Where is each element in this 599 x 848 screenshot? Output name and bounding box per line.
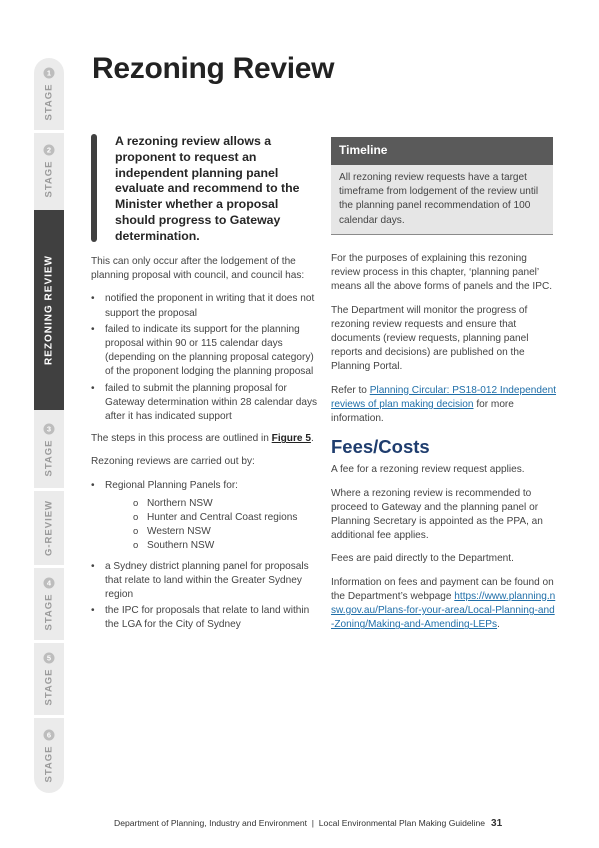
tab-rezoning-review[interactable]: [34, 210, 64, 410]
stage-number-badge: 6: [44, 729, 55, 740]
tab-stage-1[interactable]: [34, 58, 64, 130]
list-item: o Western NSW: [133, 525, 319, 539]
paragraph: For the purposes of explaining this rezoning review process in this chapter, ‘planning panel’ means all the above forms of panels and the IPC.: [331, 253, 553, 293]
paragraph: [331, 576, 557, 633]
callout-accent-bar: [91, 134, 97, 242]
paragraph: The Department will monitor the progress of rezoning review requests and ensure that documents (review requests, planning panel reports and decisions) are published on the Planning Portal.: [331, 304, 529, 373]
page-footer: [114, 818, 502, 829]
tab-g-review[interactable]: [34, 491, 64, 565]
tab-label: STAGE: [43, 668, 55, 706]
fees-info-text: Information on fees and payment can be found on the Department’s webpage: [331, 576, 554, 602]
steps-paragraph: [91, 432, 319, 446]
regions-list: [133, 497, 319, 554]
tab-label: REZONING REVIEW: [43, 254, 55, 366]
tab-label: G-REVIEW: [43, 499, 55, 557]
tab-stage-6[interactable]: [34, 718, 64, 793]
intro-paragraph: This can only occur after the lodgement of the planning proposal with council, and council has:: [91, 256, 305, 282]
list-item: • the IPC for proposals that relate to land within the LGA for the City of Sydney: [91, 604, 319, 632]
list-item: • failed to submit the planning proposal for Gateway determination within 28 calendar days after it has indicated support: [91, 382, 319, 425]
stage-number-badge: 3: [44, 423, 55, 434]
callout-text: A rezoning review allows a proponent to request an independent planning panel evaluate and recommend to the Minister whether a proposal should progress to Gateway determination.: [115, 134, 300, 243]
timeline-heading: Timeline: [331, 137, 553, 165]
list-item: o Southern NSW: [133, 539, 319, 553]
tab-label: STAGE: [43, 593, 55, 631]
list-item: o Hunter and Central Coast regions: [133, 511, 319, 525]
tab-label: STAGE: [43, 83, 55, 121]
list-item: o Northern NSW: [133, 497, 319, 511]
fees-info-period: .: [497, 619, 500, 631]
list-item: • failed to indicate its support for the planning proposal within 90 or 115 calendar days (depending on the planning proposal category) of the proponent lodging the planning proposal: [91, 323, 319, 380]
list-item: • a Sydney district planning panel for proposals that relate to land within the Greater Sydney region: [91, 560, 319, 603]
stage-number-badge: 1: [44, 67, 55, 78]
tab-label: STAGE: [43, 744, 55, 783]
regional-panels-label: Regional Planning Panels for:: [105, 479, 238, 491]
list-item: • notified the proponent in writing that it does not support the proposal: [91, 292, 319, 320]
paragraph: Fees are paid directly to the Department.: [331, 553, 514, 565]
page-title: Rezoning Review: [92, 52, 335, 85]
list-item: [91, 479, 319, 554]
conditions-list: [91, 292, 319, 424]
paragraph: Where a rezoning review is recommended to proceed to Gateway and the planning panel or Planning Secretary is appointed as the PPA, an additional fee applies.: [331, 487, 543, 542]
department-webpage-link[interactable]: https://www.planning.nsw.gov.au/Plans-for-your-area/Local-Planning-and-Zoning/Making-and-Amending-LEPs: [331, 590, 556, 631]
planning-circular-link[interactable]: Planning Circular: PS18-012 Independent reviews of plan making decision: [331, 384, 557, 410]
stage-number-badge: 4: [44, 577, 55, 588]
left-column: [91, 255, 319, 641]
timeline-box: [331, 137, 553, 235]
steps-text: The steps in this process are outlined in: [91, 433, 269, 445]
footer-text: Department of Planning, Industry and Environment | Local Environmental Plan Making Guideline: [114, 818, 486, 828]
paragraph: [331, 384, 557, 427]
figure-5-link[interactable]: Figure 5: [271, 433, 311, 445]
tab-stage-3[interactable]: [34, 412, 64, 488]
carried-out-paragraph: Rezoning reviews are carried out by:: [91, 456, 255, 468]
fees-heading: Fees/Costs: [331, 436, 430, 458]
refer-tail: for more information.: [331, 398, 514, 425]
tab-stage-2[interactable]: [34, 133, 64, 208]
panels-list: [91, 479, 319, 633]
callout-box: [91, 134, 313, 245]
stage-number-badge: 5: [44, 652, 55, 663]
right-column: [331, 252, 557, 641]
tab-label: STAGE: [43, 439, 55, 477]
page-number: 31: [491, 818, 503, 829]
tab-label: STAGE: [43, 159, 55, 198]
paragraph: A fee for a rezoning review request applies.: [331, 464, 525, 476]
timeline-body: All rezoning review requests have a target timeframe from lodgement of the review until the planning panel recommendation of 100 calendar days.: [331, 165, 553, 235]
tab-stage-5[interactable]: [34, 643, 64, 715]
steps-period: .: [310, 433, 314, 445]
stage-number-badge: 2: [44, 144, 55, 155]
tab-stage-4[interactable]: [34, 568, 64, 640]
refer-text: Refer to: [331, 384, 367, 396]
